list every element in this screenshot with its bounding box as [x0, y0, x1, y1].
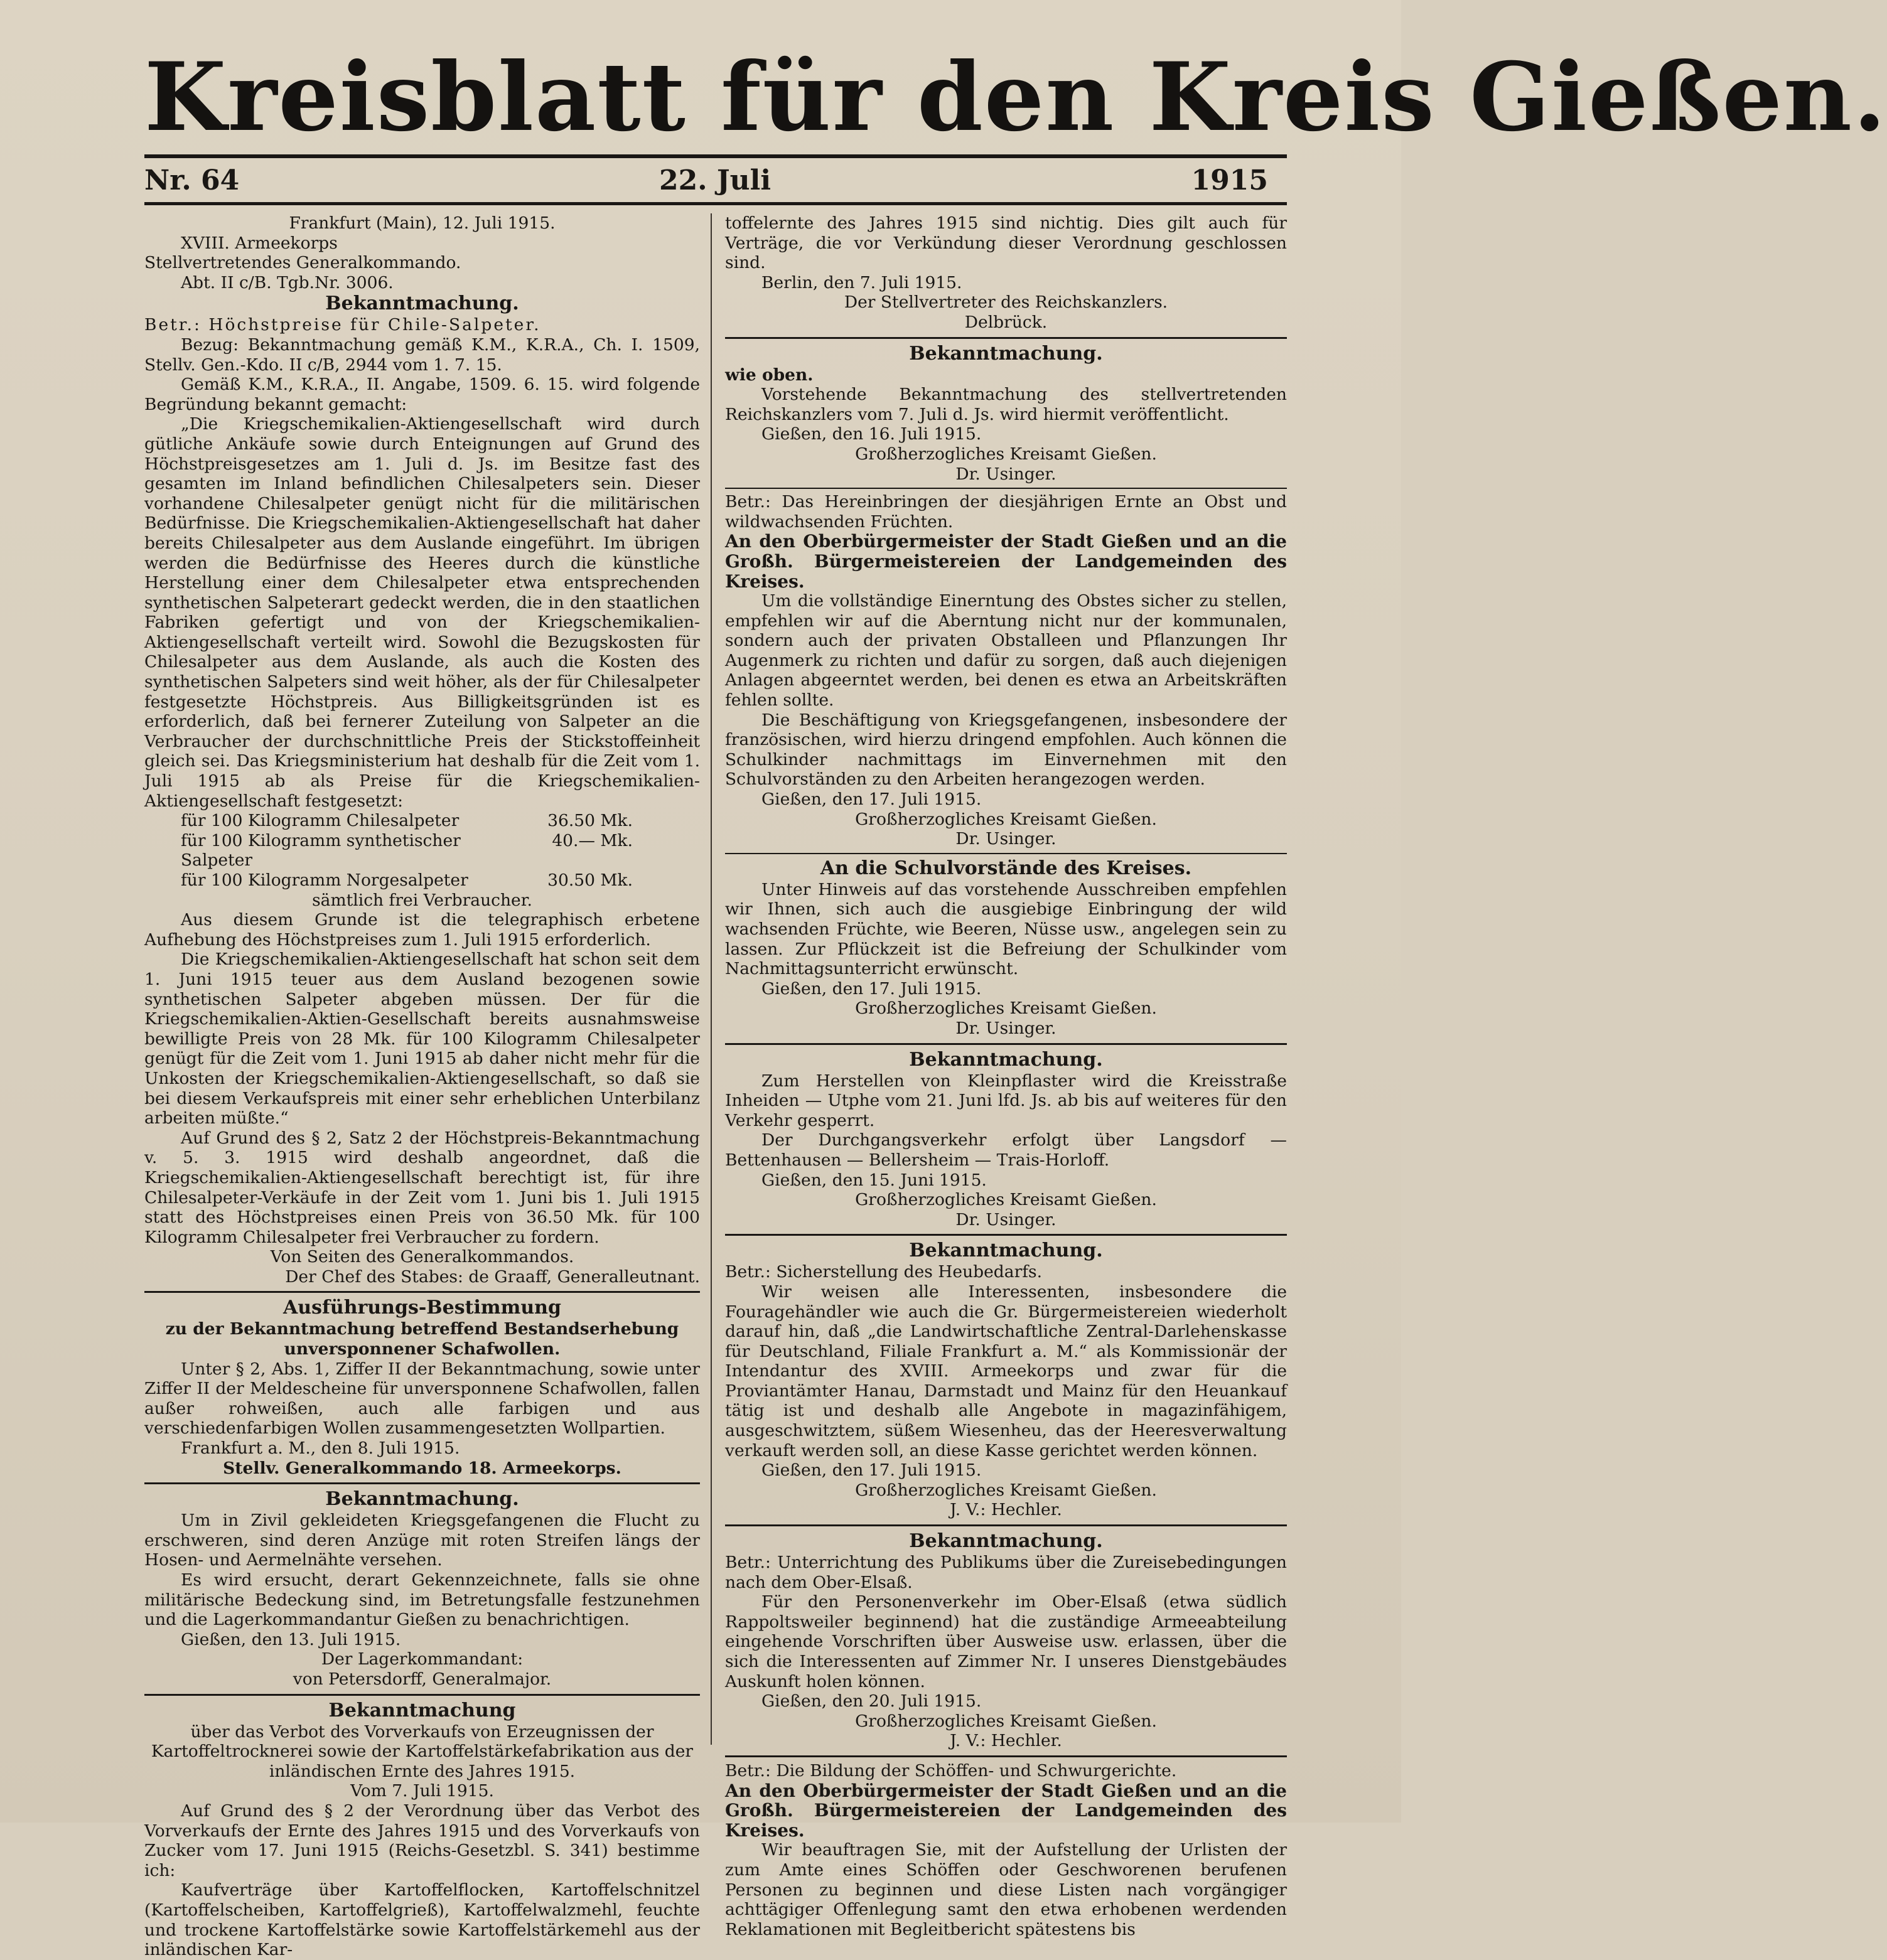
article-divider [725, 337, 1287, 339]
article-heading: Bekanntmachung [328, 1699, 516, 1722]
article-subheading: über das Verbot des Vorverkaufs von Erzeugnissen der Kartoffeltrocknerei sowie der Kartoffelstärkefabrikation aus der inländischen Ernte des Jahres 1915. [151, 1722, 694, 1781]
article-divider [725, 853, 1287, 854]
article-divider [144, 1482, 700, 1484]
article-subject: Betr.: Die Bildung der Schöffen- und Schwurgerichte. [725, 1760, 1177, 1781]
article-signature: J. V.: Hechler. [950, 1731, 1062, 1751]
article-divider [725, 1043, 1287, 1045]
article-paragraph: Es wird ersucht, derart Gekennzeichnete, falls sie ohne militärische Bedeckung sind, im Betretungsfalle festzunehmen und die Lagerkommandantur Gießen zu benachrichtigen. [144, 1570, 700, 1630]
article-subject: Betr.: Höchstpreise für Chile-Salpeter. [144, 315, 541, 335]
article-place-date: Berlin, den 7. Juli 1915. [761, 272, 962, 292]
masthead-rule-bottom [144, 202, 1287, 205]
price-row [144, 870, 700, 891]
article-paragraph: Zum Herstellen von Kleinpflaster wird die Kreisstraße Inheiden — Utphe vom 21. Juni lfd. Js. ab bis auf weiteres für den Verkehr gesperrt. [725, 1071, 1287, 1130]
article-paragraph: Um die vollständige Einerntung des Obstes sicher zu stellen, empfehlen wir auf die Aberntung nicht nur der kommunalen, sondern auch der privaten Obstalleen und Pflanzungen Ihr Augenmerk zu richten und dafür zu sorgen, daß auch diejenigen Anlagen abgeerntet werden, bei denen es etwa an Arbeitskräften fehlen sollte. [725, 591, 1287, 710]
article-paragraph: Wir weisen alle Interessenten, insbesondere die Fouragehändler wie auch die Gr. Bürgermeistereien wiederholt darauf hin, daß „die Landwirtschaftliche Zentral-Darlehenskasse für Deutschland, Filiale Frankfurt a. M.“ als Kommissionär der Intendantur des XVIII. Armeekorps und zwar für die Proviantämter Hanau, Darmstadt und Mainz für den Heuankauf tätig ist und deshalb alle Angebote in magazinfähigem, ausgeschwitztem, süßem Wiesenheu, das der Heeresverwaltung verkauft werden soll, an diese Kasse gerichtet werden können. [725, 1282, 1287, 1460]
article-signature: Großherzogliches Kreisamt Gießen. [855, 444, 1157, 464]
article-place-date: Gießen, den 13. Juli 1915. [181, 1629, 401, 1649]
article-signature: von Petersdorff, Generalmajor. [293, 1669, 552, 1689]
price-value: 36.50 Mk. [547, 811, 633, 831]
article-divider [144, 1694, 700, 1696]
article-heading: Bekanntmachung. [909, 1240, 1103, 1262]
article-heading: Bekanntmachung. [909, 1530, 1103, 1553]
article-heading: Bekanntmachung. [909, 342, 1103, 365]
article-paragraph: Um in Zivil gekleideten Kriegsgefangenen die Flucht zu erschweren, sind deren Anzüge mit roten Streifen längs der Hosen- und Aermelnähte versehen. [144, 1511, 700, 1570]
article-signature: Dr. Usinger. [955, 464, 1056, 484]
article-paragraph: Vorstehende Bekanntmachung des stellvertretenden Reichskanzlers vom 7. Juli d. Js. wird hiermit veröffentlicht. [725, 385, 1287, 424]
article-place-date: Gießen, den 16. Juli 1915. [761, 424, 982, 444]
article-heading: An den Oberbürgermeister der Stadt Gießen und an die Großh. Bürgermeistereien der Landgemeinden des Kreises. [725, 1780, 1287, 1841]
article-paragraph: Die Beschäftigung von Kriegsgefangenen, insbesondere der französischen, wird hierzu dringend empfohlen. Auch können die Schulkinder nachmittags im Einvernehmen mit den Schulvorständen zu den Arbeiten herangezogen werden. [725, 710, 1287, 790]
article-divider [144, 1291, 700, 1293]
issue-line [144, 164, 1287, 202]
article-divider [725, 1524, 1287, 1526]
price-row [144, 831, 700, 870]
article-heading: An die Schulvorstände des Kreises. [820, 857, 1192, 879]
article-divider [725, 1755, 1287, 1757]
article-date: Vom 7. Juli 1915. [350, 1781, 494, 1801]
article-line: XVIII. Armeekorps [181, 233, 338, 253]
price-label: für 100 Kilogramm Norgesalpeter [181, 870, 468, 890]
article-heading: Bekanntmachung. [325, 292, 519, 315]
article-signature: Stellv. Generalkommando 18. Armeekorps. [223, 1458, 621, 1478]
price-note: sämtlich frei Verbraucher. [312, 890, 532, 910]
article-heading: Bekanntmachung. [325, 1488, 519, 1511]
article-paragraph: Für den Personenverkehr im Ober-Elsaß (etwa südlich Rappoltsweiler beginnend) hat die zuständige Armeeabteilung eingehende Vorschriften über Ausweise usw. erlassen, über die sich die Interessenten auf Zimmer Nr. I unseres Dienstgebäudes Auskunft holen können. [725, 1592, 1287, 1691]
article-signature: Delbrück. [964, 312, 1048, 332]
article-signature: Großherzogliches Kreisamt Gießen. [855, 999, 1157, 1019]
article-reference: Bezug: Bekanntmachung gemäß K.M., K.R.A., Ch. I. 1509, Stellv. Gen.-Kdo. II c/B, 2944 vom 1. 7. 15. [144, 335, 700, 375]
article-divider [725, 1234, 1287, 1236]
article-place-date: Frankfurt (Main), 12. Juli 1915. [289, 213, 556, 233]
price-value: 40.— Mk. [552, 830, 633, 850]
article-subject: Betr.: Sicherstellung des Heubedarfs. [725, 1262, 1043, 1282]
article-heading: Bekanntmachung. [909, 1048, 1103, 1071]
price-label: für 100 Kilogramm synthetischer Salpeter [181, 830, 461, 870]
issue-date: 22. Juli [659, 164, 771, 196]
masthead-title: Kreisblatt für den Kreis Gießen. [144, 42, 1887, 153]
article-line: wie oben. [725, 365, 814, 385]
article-signature: Dr. Usinger. [955, 1018, 1056, 1038]
article-signature: Dr. Usinger. [955, 1209, 1056, 1229]
article-place-date: Gießen, den 17. Juli 1915. [761, 1460, 982, 1481]
article-paragraph: „Die Kriegschemikalien-Aktiengesellschaft wird durch gütliche Ankäufe sowie durch Enteignungen auf Grund des Höchstpreisgesetzes am 1. Juli d. Js. im Besitze fast des gesamten im Inland befindlichen Chilesalpeters sein. Dieser vorhandene Chilesalpeter genügt nicht für die militärischen Bedürfnisse. Die Kriegschemikalien-Aktiengesellschaft hat daher bereits Chilesalpeter aus dem Auslande eingeführt. Im übrigen werden die Bedürfnisse des Heeres durch die künstliche Herstellung einer dem Chilesalpeter etwa entsprechenden synthetischen Salpeterart gedeckt werden, die in den staatlichen Fabriken gefertigt und von der Kriegschemikalien-Aktiengesellschaft verteilt wird. Sowohl die Bezugskosten für Chilesalpeter aus dem Auslande, als auch die Kosten des synthetischen Salpeters sind weit höher, als der für Chilesalpeter festgesetzte Höchstpreis. Aus Billigkeitsgründen ist es erforderlich, daß bei fernerer Zuteilung von Salpeter an die Verbraucher der durchschnittliche Preis der Stickstoffeinheit gleich sei. Das Kriegsministerium hat deshalb für die Zeit vom 1. Juli 1915 ab als Preise für die Kriegschemikalien-Aktiengesellschaft festgesetzt: [144, 414, 700, 811]
article-line: Stellvertretendes Generalkommando. [144, 253, 461, 273]
article-paragraph: toffelernte des Jahres 1915 sind nichtig. Dies gilt auch für Verträge, die vor Verkündung dieser Verordnung geschlossen sind. [725, 213, 1287, 273]
article-signature: Der Chef des Stabes: de Graaff, Generalleutnant. [285, 1267, 700, 1287]
left-column [144, 213, 700, 1960]
article-subheading: zu der Bekanntmachung betreffend Bestandserhebung unversponnener Schafwollen. [165, 1319, 679, 1359]
article-paragraph: Wir beauftragen Sie, mit der Aufstellung der Urlisten der zum Amte eines Schöffen oder Geschworenen berufenen Personen zu beginnen und diese Listen nach vorgängiger achttägiger Offenlegung samt den etwa erhobenen werdenden Reklamationen mit Begleitbericht spätestens bis [725, 1840, 1287, 1939]
article-signature: Der Stellvertreter des Reichskanzlers. [844, 292, 1168, 313]
article-place-date: Gießen, den 20. Juli 1915. [761, 1691, 982, 1711]
article-place-date: Gießen, den 17. Juli 1915. [761, 978, 982, 999]
issue-year: 1915 [1191, 164, 1268, 196]
price-row [144, 811, 700, 831]
article-paragraph: Unter Hinweis auf das vorstehende Ausschreiben empfehlen wir Ihnen, sich auch die ausgiebige Einbringung der wild wachsenden Früchte, wie Beeren, Nüsse usw., angelegen sein zu lassen. Zur Pflückzeit ist die Befreiung der Schulkinder vom Nachmittagsunterricht erwünscht. [725, 879, 1287, 979]
article-signature: Dr. Usinger. [955, 829, 1056, 849]
article-place-date: Gießen, den 17. Juli 1915. [761, 790, 982, 810]
article-signature: Großherzogliches Kreisamt Gießen. [855, 1190, 1157, 1210]
article-signature: Großherzogliches Kreisamt Gießen. [855, 809, 1157, 829]
article-signature: J. V.: Hechler. [950, 1500, 1062, 1520]
article-paragraph: Aus diesem Grunde ist die telegraphisch erbetene Aufhebung des Höchstpreises zum 1. Juli 1915 erforderlich. [144, 910, 700, 950]
article-place-date: Frankfurt a. M., den 8. Juli 1915. [181, 1438, 460, 1459]
article-heading: Ausführungs-Bestimmung [283, 1297, 561, 1319]
article-paragraph: Die Kriegschemikalien-Aktiengesellschaft hat schon seit dem 1. Juni 1915 teuer aus dem Ausland bezogenen sowie synthetischen Salpeter abgeben müssen. Der für die Kriegschemikalien-Aktien-Gesellschaft bereits ausnahmsweise bewilligte Preis von 28 Mk. für 100 Kilogramm Chilesalpeter genügt für die Zeit vom 1. Juni 1915 ab daher nicht mehr für die Unkosten der Kriegschemikalien-Aktiengesellschaft, so daß sie bei diesem Verkaufspreis mit einer sehr erheblichen Unterbilanz arbeiten müßte.“ [144, 950, 700, 1128]
column-divider [711, 213, 712, 1745]
article-subject: Betr.: Das Hereinbringen der diesjährigen Ernte an Obst und wildwachsenden Früchten. [725, 492, 1287, 532]
price-label: für 100 Kilogramm Chilesalpeter [181, 811, 460, 831]
article-place-date: Gießen, den 15. Juni 1915. [761, 1170, 987, 1190]
article-divider [725, 488, 1287, 489]
article-paragraph: Auf Grund des § 2 der Verordnung über das Verbot des Vorverkaufs der Ernte des Jahres 1915 und des Vorverkaufs von Zucker vom 17. Juni 1915 (Reichs-Gesetzbl. S. 341) bestimme ich: [144, 1801, 700, 1880]
article-line: Abt. II c/B. Tgb.Nr. 3006. [181, 272, 394, 292]
article-signature: Von Seiten des Generalkommandos. [270, 1247, 574, 1267]
article-paragraph: Gemäß K.M., K.R.A., II. Angabe, 1509. 6. 15. wird folgende Begründung bekannt gemacht: [144, 375, 700, 414]
article-signature: Großherzogliches Kreisamt Gießen. [855, 1480, 1157, 1500]
article-heading: An den Oberbürgermeister der Stadt Gießen und an die Großh. Bürgermeistereien der Landgemeinden des Kreises. [725, 531, 1287, 592]
price-value: 30.50 Mk. [547, 870, 633, 890]
article-paragraph: Unter § 2, Abs. 1, Ziffer II der Bekanntmachung, sowie unter Ziffer II der Meldescheine für unversponnene Schafwollen, fallen außer rohweißen, auch alle farbigen und aus verschiedenfarbigen Wollen zusammengesetzten Wollpartien. [144, 1359, 700, 1438]
article-subject: Betr.: Unterrichtung des Publikums über die Zureisebedingungen nach dem Ober-Elsaß. [725, 1553, 1287, 1592]
article-signature: Großherzogliches Kreisamt Gießen. [855, 1711, 1157, 1731]
article-signature: Der Lagerkommandant: [321, 1649, 524, 1669]
masthead-rule-top [144, 154, 1287, 158]
article-paragraph: Auf Grund des § 2, Satz 2 der Höchstpreis-Bekanntmachung v. 5. 3. 1915 wird deshalb angeordnet, daß die Kriegschemikalien-Aktiengesellschaft berechtigt ist, für ihre Chilesalpeter-Verkäufe in der Zeit vom 1. Juni bis 1. Juli 1915 statt des Höchstpreises einen Preis von 36.50 Mk. für 100 Kilogramm Chilesalpeter frei Verbraucher zu fordern. [144, 1128, 700, 1247]
article-paragraph: Kaufverträge über Kartoffelflocken, Kartoffelschnitzel (Kartoffelscheiben, Kartoffelgrieß), Kartoffelwalzmehl, feuchte und trockene Kartoffelstärke sowie Kartoffelstärkemehl aus der inländischen Kar- [144, 1880, 700, 1960]
issue-number: Nr. 64 [144, 164, 240, 196]
right-column [725, 213, 1287, 1939]
article-paragraph: Der Durchgangsverkehr erfolgt über Langsdorf — Bettenhausen — Bellersheim — Trais-Horloff. [725, 1130, 1287, 1170]
